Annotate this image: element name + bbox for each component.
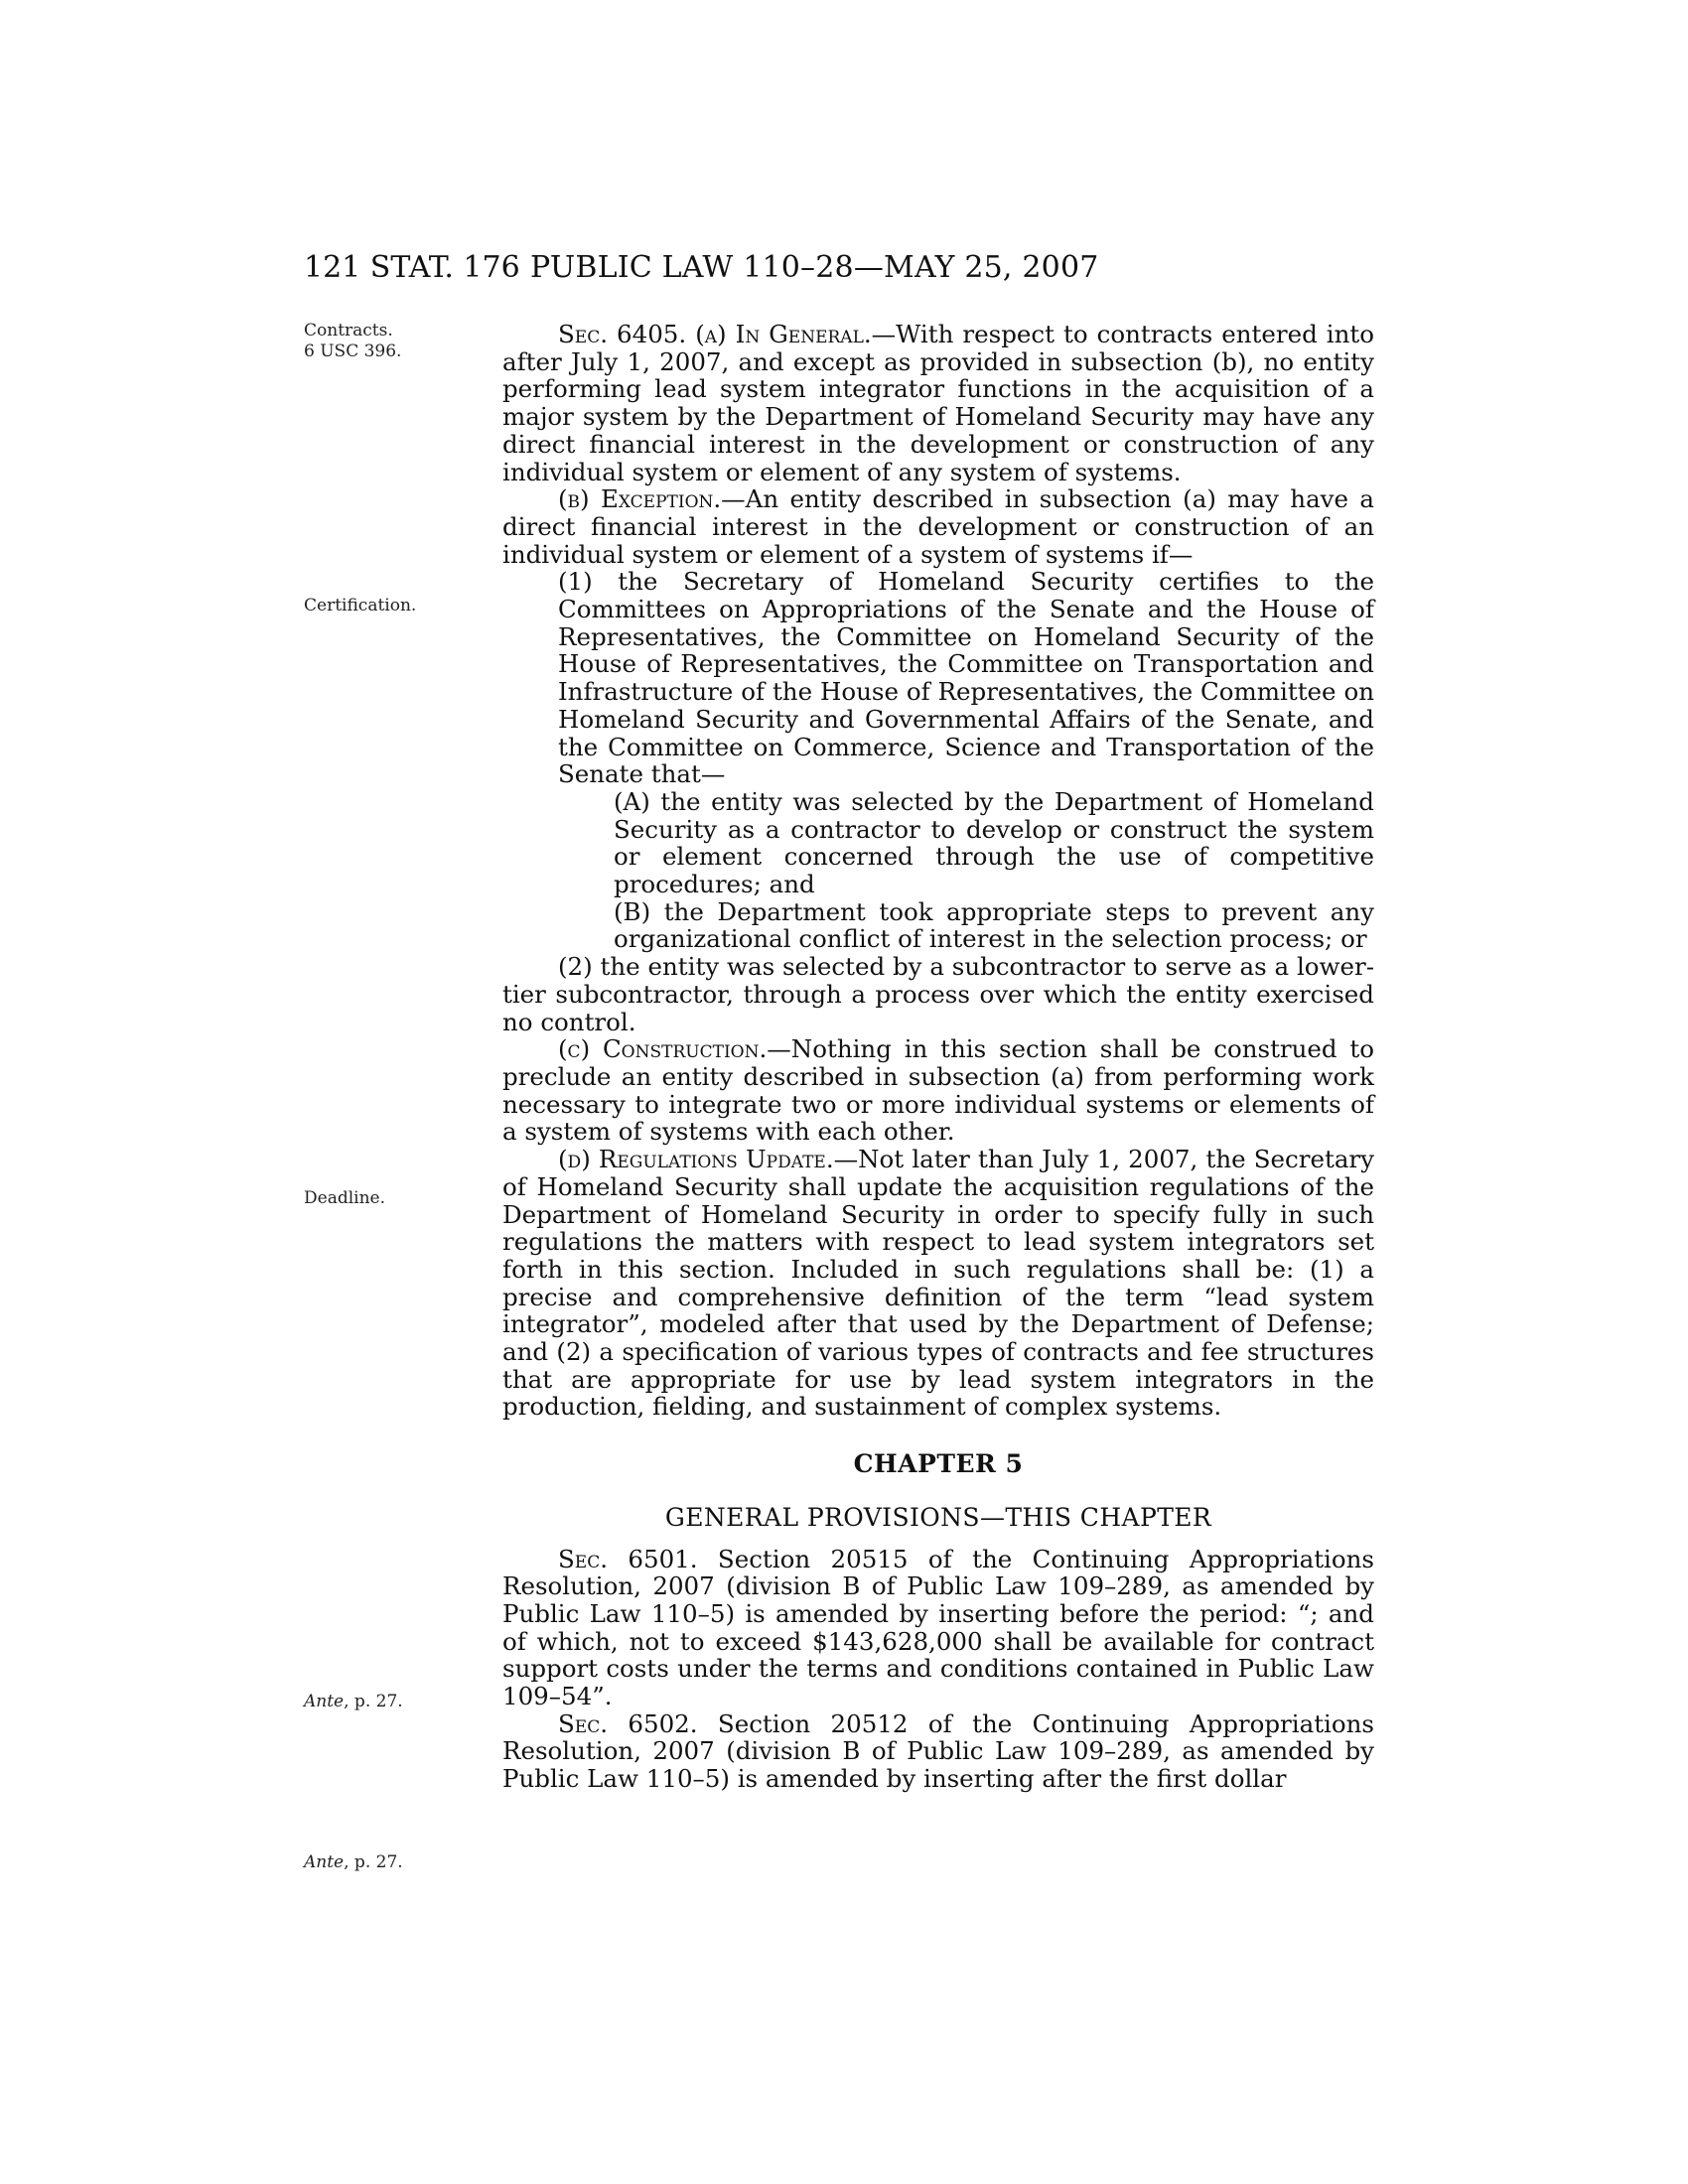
- subsection-heading: (b) Exception.: [558, 484, 722, 514]
- paragraph-text: —Not later than July 1, 2007, the Secretary of Homeland Security shall update the acquisition regulations of the Department of Homeland Security in order to specify fully in such regulations the matters with respect to lead system integrators set forth in this section. Included in such regulations shall be: (1) a precise and comprehensive definition of the term “lead system integrator”, modeled after that used by the Department of Defense; and (2) a specification of various types of contracts and fee structures that are appropriate for use by lead system integrators in the production, fielding, and sustainment of complex systems.: [502, 1145, 1374, 1422]
- ante-page: , p. 27.: [344, 1692, 403, 1711]
- paragraph-2: (2) the entity was selected by a subcontractor to serve as a lower-tier subcontractor, through a process over which the entity exercised no control.: [502, 952, 1374, 1036]
- section-heading: Sec. 6502.: [558, 1708, 698, 1738]
- margin-note-deadline: Deadline.: [304, 1188, 385, 1208]
- section-6502: [502, 1710, 1374, 1793]
- margin-note-contracts-label: Contracts.: [304, 321, 393, 341]
- running-title: PUBLIC LAW 110–28—MAY 25, 2007: [530, 250, 1099, 285]
- margin-note-usc-citation: 6 USC 396.: [304, 341, 402, 361]
- paragraph-text: —An entity described in subsection (a) may have a direct financial interest in the development or construction of an individual system or element of a system of systems if—: [502, 484, 1374, 569]
- subsection-heading: (d) Regulations Update.: [558, 1145, 834, 1174]
- stat-page-number: 121 STAT. 176: [304, 250, 520, 285]
- margin-note-ante-1: [304, 1692, 473, 1712]
- page-header: [304, 248, 1370, 288]
- margin-note-certification: Certification.: [304, 596, 417, 615]
- section-6405-subsection-c: [502, 1035, 1374, 1146]
- ante-italic: Ante: [304, 1692, 345, 1711]
- subsection-heading: (c) Construction.: [558, 1034, 768, 1064]
- paragraph-text: Section 20512 of the Continuing Appropriations Resolution, 2007 (division B of Public Law 109–289, as amended by Public Law 110–5) is amended by inserting after the first dollar: [502, 1708, 1374, 1794]
- ante-page: , p. 27.: [344, 1852, 403, 1872]
- paragraph-text: Section 20515 of the Continuing Appropriations Resolution, 2007 (division B of Public Law 109–289, as amended by Public Law 110–5) is amended by inserting before the period: “; and of which, not to exceed $143,628,000 shall be available for contract support costs under the terms and conditions contained in Public Law 109–54”.: [502, 1544, 1374, 1711]
- subparagraph-a: (A) the entity was selected by the Department of Homeland Security as a contractor to develop or construct the system or element concerned through the use of competitive procedures; and: [614, 786, 1374, 899]
- section-6405-subsection-d: [502, 1146, 1374, 1421]
- chapter-heading: CHAPTER 5: [853, 1449, 1024, 1479]
- main-text-column: [502, 321, 1374, 1793]
- section-6405-subsection-a: [502, 321, 1374, 485]
- section-6501: [502, 1546, 1374, 1710]
- ante-italic: Ante: [304, 1852, 345, 1872]
- paragraph-1: (1) the Secretary of Homeland Security certifies to the Committees on Appropriations of the Senate and the House of Representatives, the Committee on Homeland Security of the House of Representatives, the Committee on Transportation and Infrastructure of the House of Representatives, the Committee on Homeland Security and Governmental Affairs of the Senate, and the Committee on Commerce, Science and Transportation of the Senate that—: [558, 567, 1374, 789]
- section-heading: Sec. 6405. (a) In General.: [558, 320, 872, 348]
- paragraph-text: —With respect to contracts entered into after July 1, 2007, and except as provided in subsection (b), no entity performing lead system integrator functions in the acquisition of a major system by the Department of Homeland Security may have any direct financial interest in the development or construction of any individual system or element of any system of systems.: [502, 320, 1375, 486]
- section-6405-subsection-b: [502, 485, 1374, 568]
- section-heading: Sec. 6501.: [558, 1544, 698, 1573]
- chapter-title: GENERAL PROVISIONS—THIS CHAPTER: [664, 1502, 1212, 1532]
- margin-note-ante-2: [304, 1852, 473, 1873]
- subparagraph-b: (B) the Department took appropriate steps to prevent any organizational conflict of interest in the selection process; or: [614, 896, 1374, 954]
- margin-note-contracts: [304, 321, 473, 362]
- paragraph-text: —Nothing in this section shall be construed to preclude an entity described in subsection (a) from performing work necessary to integrate two or more individual systems or elements of a system of systems with each other.: [502, 1034, 1375, 1147]
